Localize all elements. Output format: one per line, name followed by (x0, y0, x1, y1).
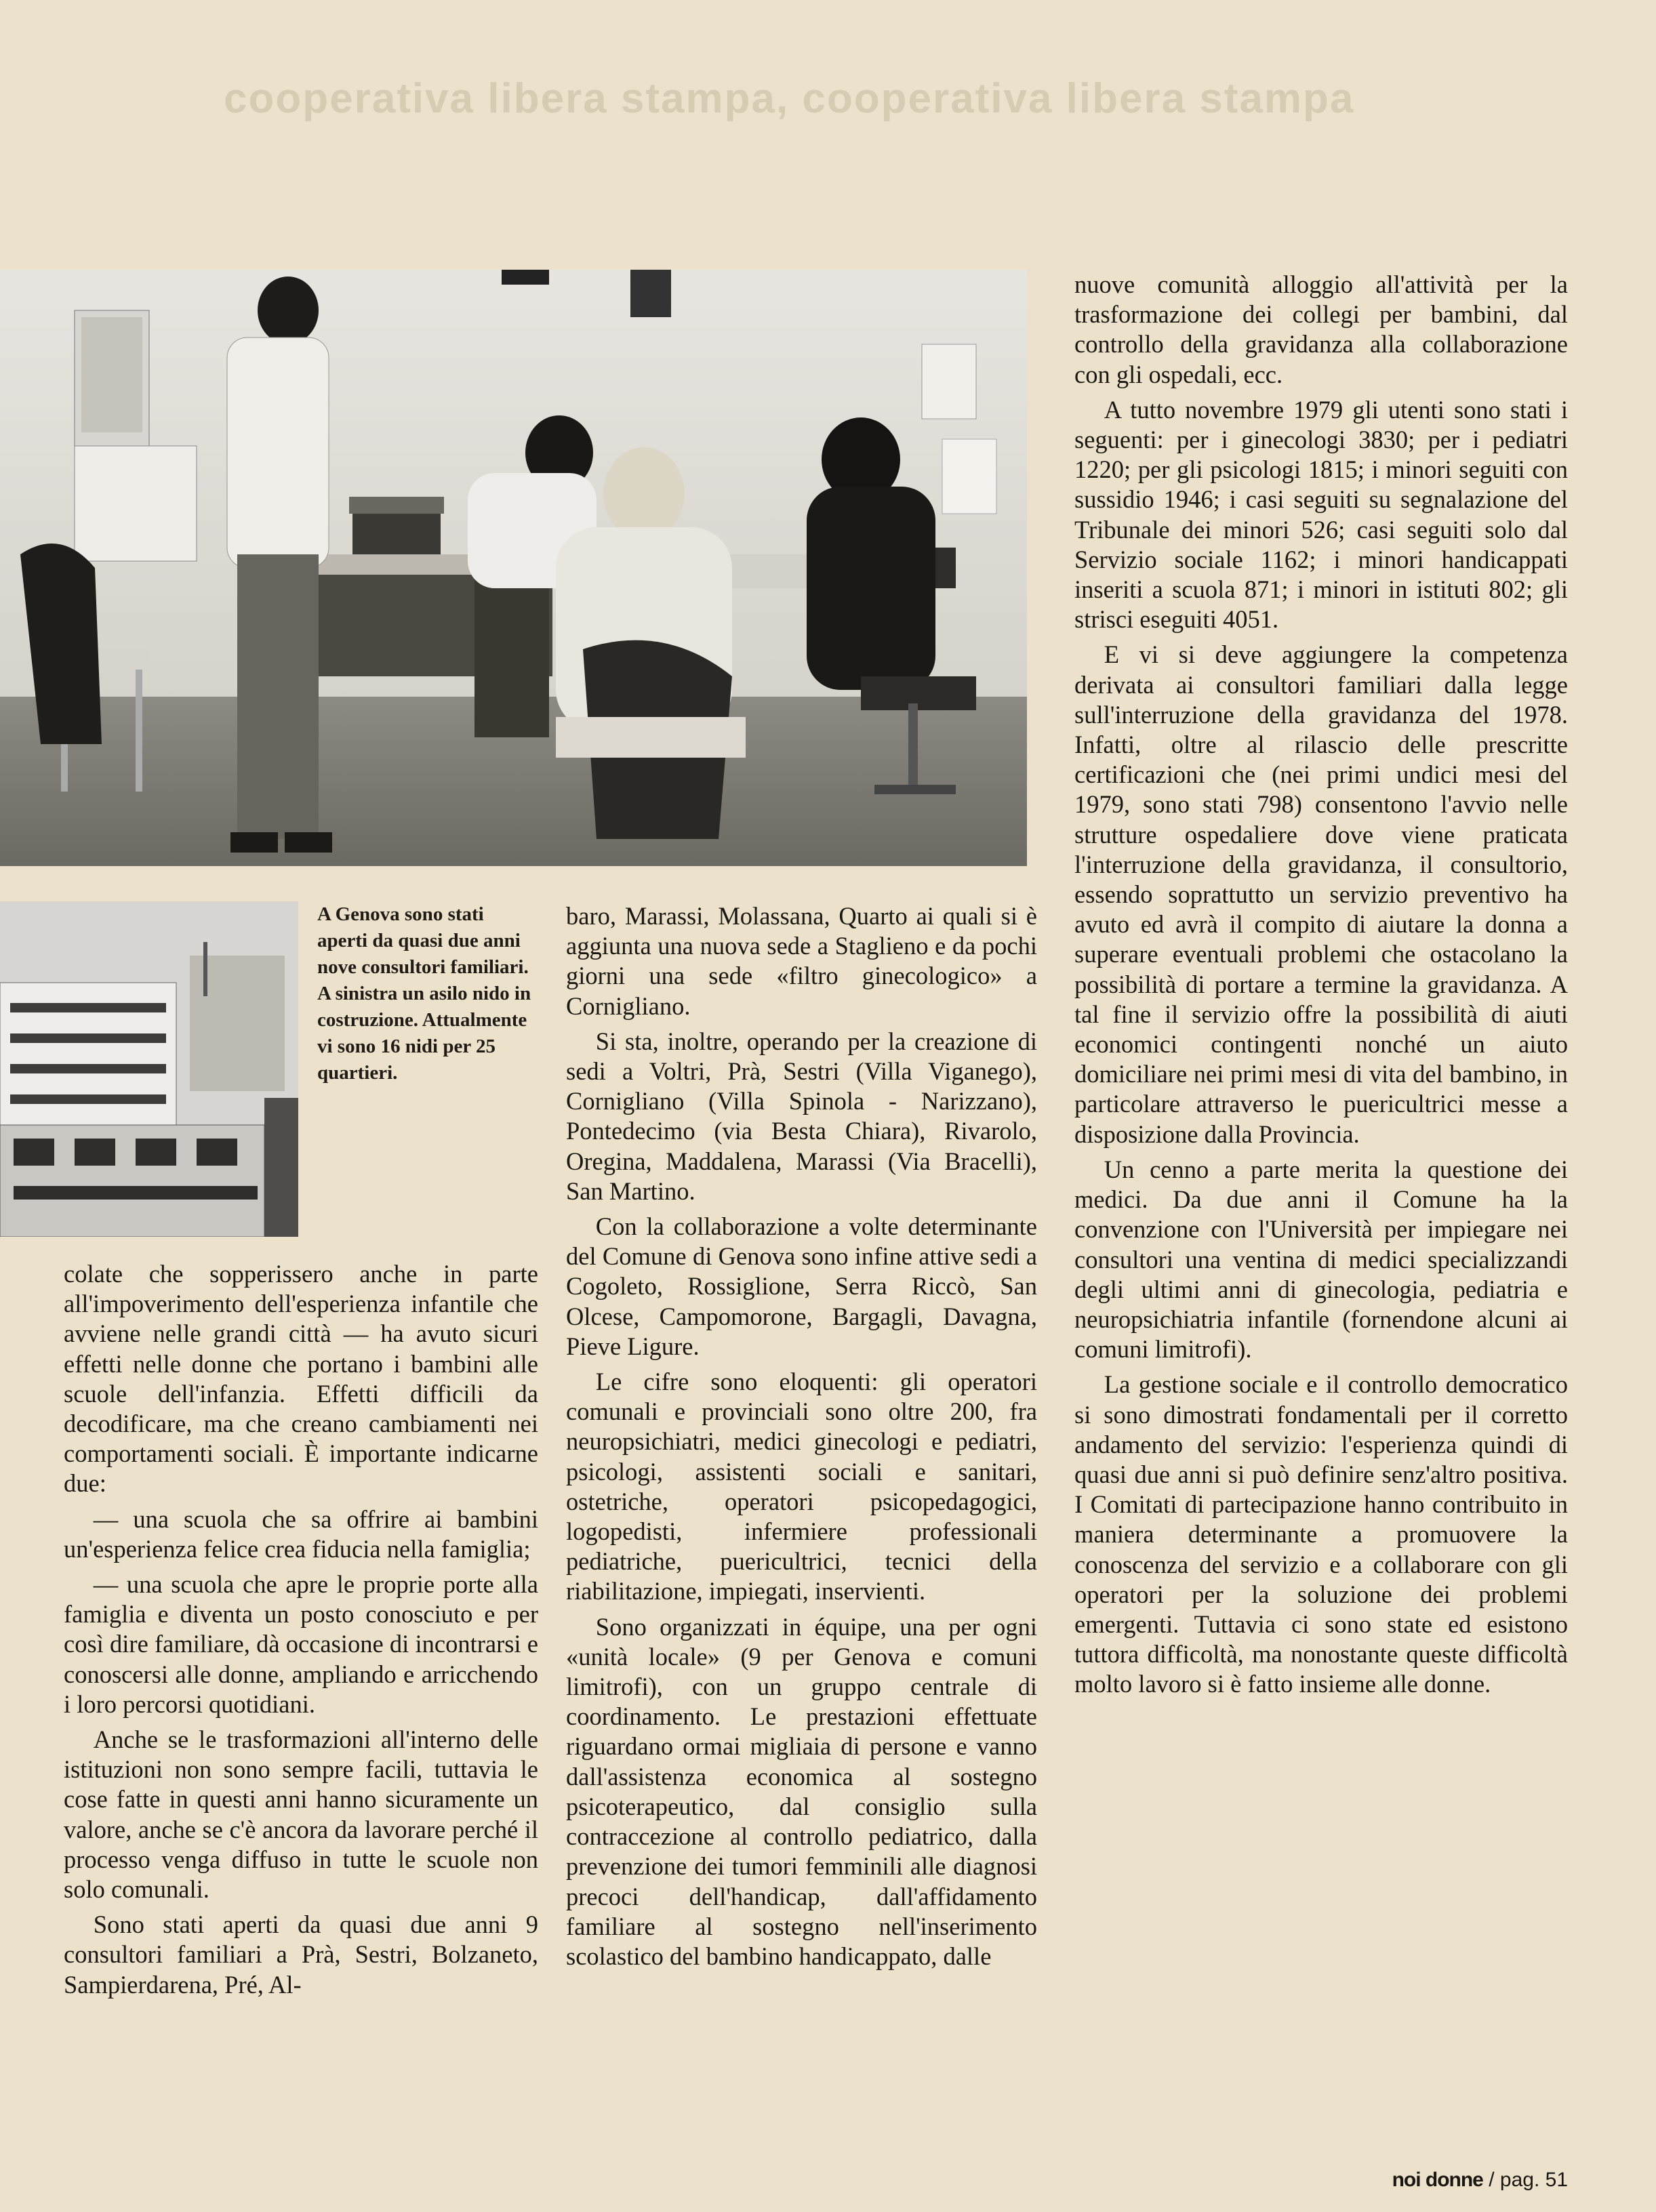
photo-caption: A Genova sono stati aperti da quasi due anni nove consultori familiari. A sinistra un asilo nido in costruzione. Attualmente vi sono 16 nidi per 25 quartieri. (317, 903, 531, 1084)
text-column-right (1074, 270, 1568, 1700)
paragraph: baro, Marassi, Molassana, Quarto ai quali si è aggiunta una nuova sede a Staglieno e da pochi giorni una sede «filtro ginecologico» a Cornigliano. (566, 902, 1037, 1020)
paragraph: — una scuola che apre le proprie porte alla famiglia e diventa un posto conosciuto e per così dire familiare, dà occasione di incontrarsi e conoscersi alle donne, ampliando e arricchendo i loro percorsi quotidiani. (64, 1570, 538, 1718)
page-number: pag. 51 (1499, 2169, 1568, 2191)
office-photo (0, 270, 1027, 866)
paragraph: E vi si deve aggiungere la competenza derivata ai consultori familiari dalla legge sull'interruzione della gravidanza del 1978. Infatti, oltre al rilascio delle prescritte certificazioni che (nei primi undici mesi del 1979, sono stati 798) consentono l'avvio nelle strutture ospedaliere dove viene praticata l'interruzione della gravidanza, il consultorio, essendo soprattutto un servizio preventivo ha avuto ed avrà il compito di aiutare la donna a superare eventuali problemi che ostacolano la possibilità di portare a termine la gravidanza. A tal fine il servizio offre la possibilità di aiuti economici contingenti nonché un aiuto domiciliare nei primi mesi di vita del bambino, in particolare attraverso le puericultrici messe a disposizione dalla Provincia. (1074, 640, 1568, 1148)
paragraph: Sono stati aperti da quasi due anni 9 consultori familiari a Prà, Sestri, Bolzaneto, Sampierdarena, Pré, Al- (64, 1910, 538, 1999)
office-photo-image (0, 270, 1027, 866)
text-column-left (64, 1259, 538, 2000)
paragraph: Sono organizzati in équipe, una per ogni «unità locale» (9 per Genova e comuni limitrofi), con un gruppo centrale di coordinamento. Le prestazioni effettuate riguardano ormai migliaia di persone e vanno dall'assistenza economica al sostegno psicoterapeutico, dal consiglio sulla contraccezione al controllo pediatrico, dalla prevenzione dei tumori femminili alle diagnosi precoci dell'handicap, dall'affidamento familiare al sostegno nell'inserimento scolastico del bambino handicappato, dalle (566, 1612, 1037, 1970)
paragraph: — una scuola che sa offrire ai bambini un'esperienza felice crea fiducia nella famiglia; (64, 1504, 538, 1563)
page-footer (1392, 2169, 1568, 2192)
paragraph: nuove comunità alloggio all'attività per la trasformazione dei collegi per bambini, dal controllo della gravidanza alla collaborazione con gli ospedali, ecc. (1074, 270, 1568, 388)
footer-separator: / (1489, 2169, 1495, 2191)
paragraph: Le cifre sono eloquenti: gli operatori comunali e provinciali sono oltre 200, fra neuropsichiatri, medici ginecologi e pediatri, psicologi, assistenti sociali e sanitari, ostetriche, operatori psicopedagogici, logopedisti, infermiere professionali pediatriche, puericultrici, tecnici della riabilitazione, impiegati, inservienti. (566, 1368, 1037, 1605)
text-column-middle (566, 901, 1037, 1971)
paragraph: Un cenno a parte merita la questione dei medici. Da due anni il Comune ha la convenzione con l'Università per impiegare nei consultori una ventina di medici specializzandi degli ultimi anni di ginecologia, pediatria e neuropsichiatria infantile (fornendone alcuni ai comuni limitrofi). (1074, 1155, 1568, 1364)
building-photo-image (0, 901, 298, 1237)
bleed-through-text: cooperativa libera stampa, cooperativa libera stampa (224, 75, 1355, 122)
paragraph: Anche se le trasformazioni all'interno delle istituzioni non sono sempre facili, tuttavia le cose fatte in questi anni hanno sicuramente un valore, anche se c'è ancora da lavorare perché il processo venga diffuso in tutte le scuole non solo comunali. (64, 1725, 538, 1904)
paragraph: Si sta, inoltre, operando per la creazione di sedi a Voltri, Prà, Sestri (Villa Viganego), Cornigliano (Villa Spinola - Narizzano), Pontedecimo (via Besta Chiara), Rivarolo, Oregina, Maddalena, Marassi (Via Bracelli), San Martino. (566, 1027, 1037, 1205)
paragraph: Con la collaborazione a volte determinante del Comune di Genova sono infine attive sedi a Cogoleto, Rossiglione, Serra Riccò, San Olcese, Campomorone, Bargagli, Davagna, Pieve Ligure. (566, 1212, 1037, 1360)
building-photo (0, 901, 298, 1237)
magazine-brand: noi donne (1392, 2169, 1483, 2191)
paragraph: A tutto novembre 1979 gli utenti sono stati i seguenti: per i ginecologi 3830; per i pediatri 1220; per gli psicologi 1815; i minori seguiti con sussidio 1946; i casi seguiti su segnalazione del Tribunale dei minori 526; casi seguiti solo dal Servizio sociale 1162; i minori handicappati inseriti a scuola 871; i minori in istituti 802; gli strisci eseguiti 4051. (1074, 395, 1568, 634)
paragraph: colate che sopperissero anche in parte all'impoverimento dell'esperienza infantile che avviene nelle grandi città — ha avuto sicuri effetti nelle donne che portano i bambini alle scuole dell'infanzia. Effetti difficili da decodificare, ma che creano cambiamenti nei comportamenti sociali. È importante indicarne due: (64, 1260, 538, 1498)
paragraph: La gestione sociale e il controllo democratico si sono dimostrati fondamentali per il corretto andamento del servizio: l'esperienza quindi di quasi due anni si può definire senz'altro positiva. I Comitati di partecipazione hanno contribuito in maniera determinante a promuovere la conoscenza del servizio e a collaborare con gli operatori per la soluzione dei problemi emergenti. Tuttavia ci sono state ed esistono tuttora difficoltà, ma nonostante queste difficoltà molto lavoro si è fatto insieme alle donne. (1074, 1370, 1568, 1698)
